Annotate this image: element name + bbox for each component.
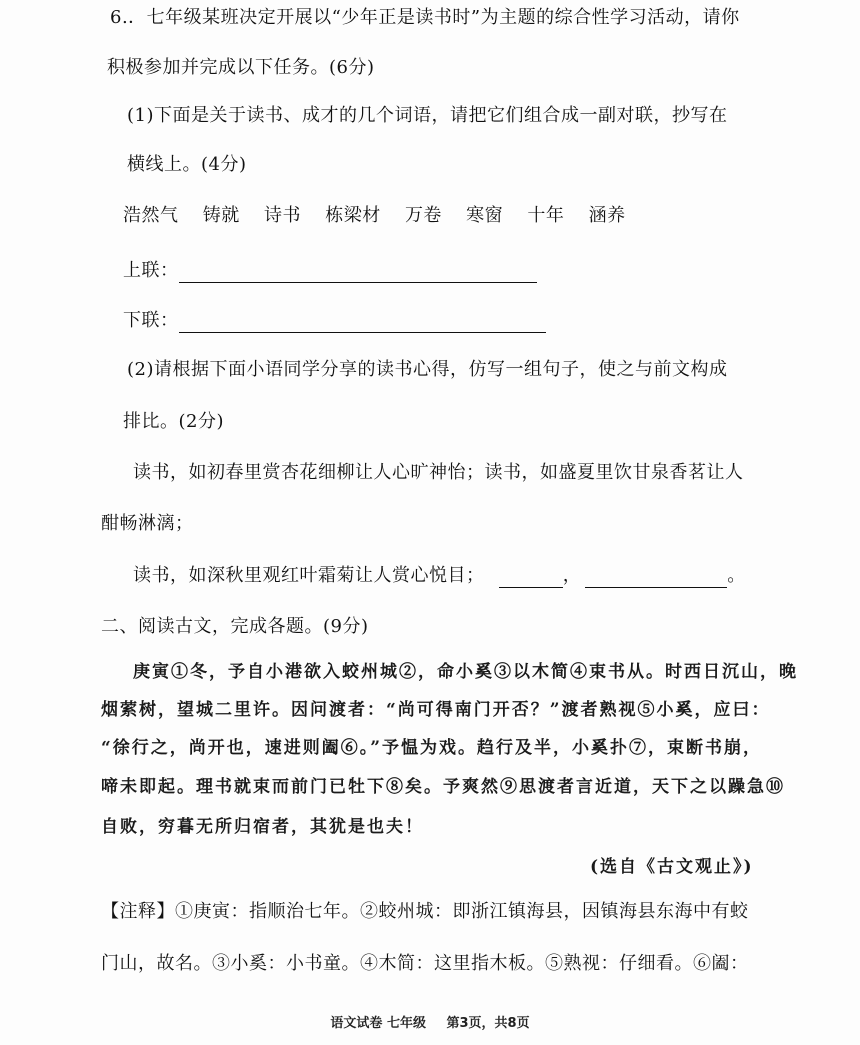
word-item: 十年 bbox=[527, 205, 565, 226]
sample-line2: 酣畅淋漓； bbox=[101, 513, 194, 534]
word-item: 栋梁材 bbox=[325, 205, 381, 226]
classical-text-line5: 自败，穷暮无所归宿者，其犹是也夫！ bbox=[101, 817, 424, 837]
task1-line1: (1)下面是关于读书、成才的几个词语，请把它们组合成一副对联，抄写在 bbox=[127, 105, 728, 126]
lower-couplet-label: 下联： bbox=[123, 310, 179, 331]
section2-heading: 二、阅读古文，完成各题。(9分) bbox=[101, 616, 369, 637]
source-citation: (选自《古文观止》) bbox=[590, 857, 754, 877]
notes-line1: 【注释】①庚寅：指顺治七年。②蛟州城：即浙江镇海县，因镇海县东海中有蛟 bbox=[101, 901, 749, 922]
classical-text-line2: 烟萦树，望城二里许。因问渡者：“尚可得南门开否？”渡者熟视⑤小奚，应曰： bbox=[101, 700, 771, 720]
upper-couplet-row bbox=[123, 259, 537, 283]
word-item: 万卷 bbox=[404, 205, 442, 226]
q6-line1: 6.．七年级某班决定开展以“少年正是读书时”为主题的综合性学习活动，请你 bbox=[110, 7, 740, 28]
sample-line3: 读书，如深秋里观红叶霜菊让人赏心悦目； bbox=[133, 565, 485, 586]
word-item: 诗书 bbox=[263, 205, 301, 226]
task2-line2: 排比。(2分) bbox=[123, 411, 224, 432]
upper-couplet-blank[interactable] bbox=[179, 264, 537, 283]
page-footer bbox=[0, 1012, 860, 1031]
lower-couplet-blank[interactable] bbox=[179, 314, 546, 333]
footer-subject: 语文试卷 七年级 bbox=[330, 1016, 426, 1031]
word-item: 浩然气 bbox=[123, 205, 179, 226]
notes-line2: 门山，故名。③小奚：小书童。④木简：这里指木板。⑤熟视：仔细看。⑥阖： bbox=[101, 953, 749, 974]
period: 。 bbox=[727, 565, 746, 586]
word-bank bbox=[123, 204, 644, 228]
classical-text-line1: 庚寅①冬，予自小港欲入蛟州城②，命小奚③以木简④束书从。时西日沉山，晚 bbox=[133, 662, 798, 682]
sample-line1: 读书，如初春里赏杏花细柳让人心旷神怡；读书，如盛夏里饮甘泉香茗让人 bbox=[133, 462, 744, 483]
imitation-row bbox=[133, 564, 746, 588]
classical-text-line3: “徐行之，尚开也，速进则阖⑥。”予愠为戏。趋行及半，小奚扑⑦，束断书崩， bbox=[101, 738, 763, 758]
q6-line2: 积极参加并完成以下任务。(6分) bbox=[107, 57, 375, 78]
classical-text-line4: 啼未即起。理书就束而前门已牡下⑧矣。予爽然⑨思渡者言近道，天下之以躁急⑩ bbox=[101, 777, 785, 797]
word-item: 涵养 bbox=[588, 205, 626, 226]
word-item: 寒窗 bbox=[466, 205, 504, 226]
upper-couplet-label: 上联： bbox=[123, 260, 179, 281]
imitation-blank-1[interactable] bbox=[499, 569, 563, 588]
footer-page-number: 第3页，共8页 bbox=[446, 1016, 530, 1031]
task1-line2: 横线上。(4分) bbox=[127, 154, 247, 175]
comma: ， bbox=[562, 565, 582, 586]
lower-couplet-row bbox=[123, 309, 546, 333]
word-item: 铸就 bbox=[202, 205, 240, 226]
imitation-blank-2[interactable] bbox=[585, 569, 727, 588]
task2-line1: (2)请根据下面小语同学分享的读书心得，仿写一组句子，使之与前文构成 bbox=[127, 359, 728, 380]
